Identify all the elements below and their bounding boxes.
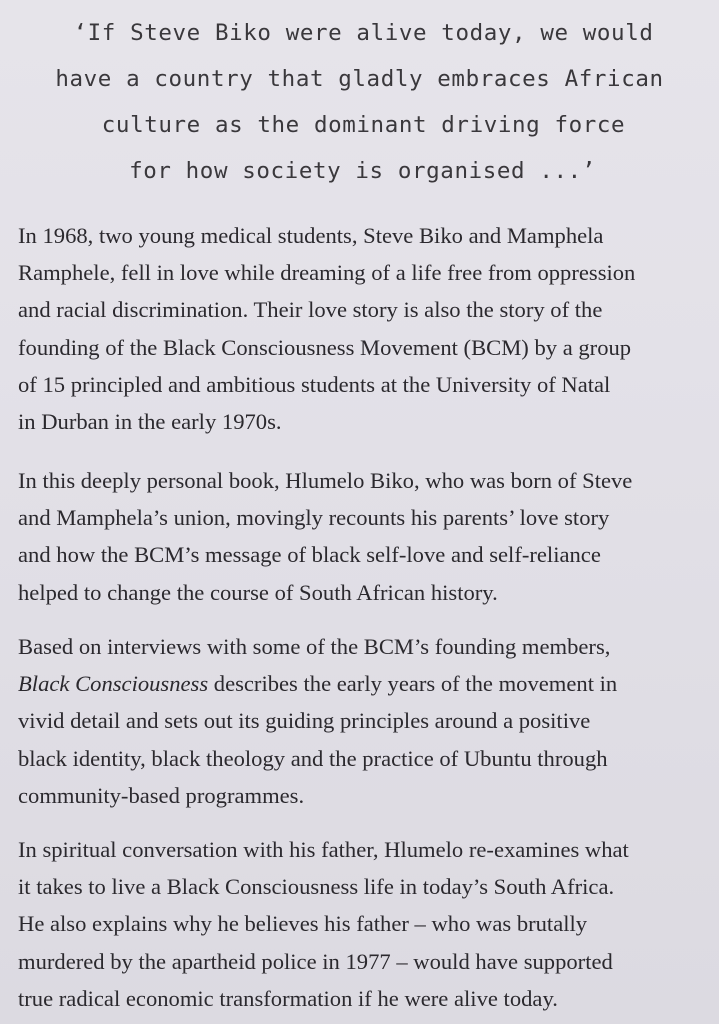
quote-line: culture as the dominant driving force [101, 112, 626, 138]
text-line: it takes to live a Black Consciousness life in today’s South Africa. [18, 874, 615, 900]
paragraph-intro [18, 217, 718, 440]
text-line: He also explains why he believes his father – who was brutally [18, 911, 588, 937]
text-line: In spiritual conversation with his father, Hlumelo re-examines what [18, 837, 629, 862]
text-line: of 15 principled and ambitious students at the University of Natal [18, 371, 611, 397]
text-line: black identity, black theology and the practice of Ubuntu through [18, 745, 608, 771]
quote-line: have a country that gladly embraces African [55, 66, 664, 92]
text-line: murdered by the apartheid police in 1977 – would have supported [18, 948, 613, 974]
text-line [18, 665, 718, 702]
quote-line: for how society is organised ...’ [129, 158, 596, 184]
text-line: and Mamphela’s union, movingly recounts his parents’ love story [18, 505, 610, 531]
text-line: In 1968, two young medical students, Steve Biko and Mamphela [18, 223, 604, 248]
text-line: vivid detail and sets out its guiding principles around a positive [18, 708, 591, 734]
paragraph-spiritual-conversation [18, 831, 718, 1017]
pull-quote [0, 10, 719, 194]
book-title: Black Consciousness [18, 671, 209, 697]
quote-line: ‘If Steve Biko were alive today, we would [73, 20, 654, 46]
text-line: Based on interviews with some of the BCM’s founding members, [18, 634, 611, 659]
text-line: helped to change the course of South African history. [18, 579, 498, 605]
text-line: founding of the Black Consciousness Movement (BCM) by a group [18, 334, 632, 360]
paragraph-interviews [18, 628, 718, 814]
text-line: true radical economic transformation if he were alive today. [18, 985, 558, 1011]
text-line: and racial discrimination. Their love story is also the story of the [18, 297, 603, 323]
text-fragment: describes the early years of the movement in [208, 671, 618, 697]
text-line: and how the BCM’s message of black self-love and self-reliance [18, 542, 601, 568]
text-line: In this deeply personal book, Hlumelo Biko, who was born of Steve [18, 468, 633, 493]
text-line: in Durban in the early 1970s. [18, 409, 282, 435]
text-line: community-based programmes. [18, 782, 305, 808]
text-line: Ramphele, fell in love while dreaming of a life free from oppression [18, 260, 636, 286]
paragraph-personal-book [18, 462, 718, 611]
